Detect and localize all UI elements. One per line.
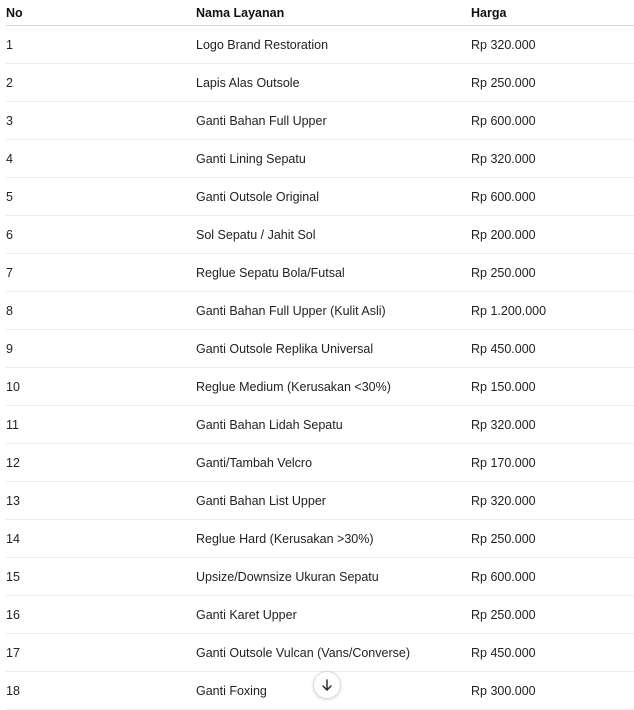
table-row xyxy=(6,292,634,330)
cell-price: Rp 320.000 xyxy=(471,406,634,444)
cell-price: Rp 250.000 xyxy=(471,254,634,292)
cell-name: Reglue Medium (Kerusakan <30%) xyxy=(196,368,471,406)
cell-price: Rp 150.000 xyxy=(471,368,634,406)
cell-name: Logo Brand Restoration xyxy=(196,26,471,64)
table-header-row xyxy=(6,0,634,26)
column-header-name: Nama Layanan xyxy=(196,0,471,26)
cell-price: Rp 1.200.000 xyxy=(471,292,634,330)
cell-no: 1 xyxy=(6,26,196,64)
services-table xyxy=(6,0,634,710)
cell-name: Ganti Outsole Original xyxy=(196,178,471,216)
table-row xyxy=(6,140,634,178)
cell-price: Rp 320.000 xyxy=(471,26,634,64)
cell-price: Rp 300.000 xyxy=(471,672,634,710)
table-row xyxy=(6,254,634,292)
table-row xyxy=(6,482,634,520)
cell-no: 12 xyxy=(6,444,196,482)
cell-name: Ganti Bahan Full Upper xyxy=(196,102,471,140)
table-row xyxy=(6,558,634,596)
cell-price: Rp 320.000 xyxy=(471,482,634,520)
cell-name: Ganti Bahan Full Upper (Kulit Asli) xyxy=(196,292,471,330)
cell-name: Ganti Bahan Lidah Sepatu xyxy=(196,406,471,444)
table-row xyxy=(6,26,634,64)
cell-name: Ganti Outsole Replika Universal xyxy=(196,330,471,368)
cell-name: Lapis Alas Outsole xyxy=(196,64,471,102)
cell-no: 13 xyxy=(6,482,196,520)
scroll-down-button[interactable] xyxy=(313,671,341,699)
cell-name: Ganti/Tambah Velcro xyxy=(196,444,471,482)
cell-no: 18 xyxy=(6,672,196,710)
cell-no: 11 xyxy=(6,406,196,444)
arrow-down-icon xyxy=(320,678,334,692)
cell-name: Upsize/Downsize Ukuran Sepatu xyxy=(196,558,471,596)
cell-no: 15 xyxy=(6,558,196,596)
cell-no: 8 xyxy=(6,292,196,330)
column-header-price: Harga xyxy=(471,0,634,26)
table-row xyxy=(6,216,634,254)
cell-name: Ganti Outsole Vulcan (Vans/Converse) xyxy=(196,634,471,672)
cell-name: Reglue Sepatu Bola/Futsal xyxy=(196,254,471,292)
table-row xyxy=(6,178,634,216)
table-row xyxy=(6,520,634,558)
cell-price: Rp 600.000 xyxy=(471,102,634,140)
cell-no: 4 xyxy=(6,140,196,178)
cell-name: Reglue Hard (Kerusakan >30%) xyxy=(196,520,471,558)
table-row xyxy=(6,102,634,140)
cell-price: Rp 600.000 xyxy=(471,178,634,216)
cell-name: Sol Sepatu / Jahit Sol xyxy=(196,216,471,254)
table-row xyxy=(6,64,634,102)
cell-no: 14 xyxy=(6,520,196,558)
table-row xyxy=(6,330,634,368)
cell-no: 9 xyxy=(6,330,196,368)
cell-no: 3 xyxy=(6,102,196,140)
cell-name: Ganti Foxing xyxy=(196,672,471,710)
cell-price: Rp 250.000 xyxy=(471,520,634,558)
cell-price: Rp 200.000 xyxy=(471,216,634,254)
cell-price: Rp 320.000 xyxy=(471,140,634,178)
cell-no: 6 xyxy=(6,216,196,254)
table-body xyxy=(6,26,634,710)
table-row xyxy=(6,634,634,672)
cell-name: Ganti Bahan List Upper xyxy=(196,482,471,520)
cell-price: Rp 250.000 xyxy=(471,64,634,102)
table-row xyxy=(6,368,634,406)
cell-name: Ganti Karet Upper xyxy=(196,596,471,634)
cell-no: 7 xyxy=(6,254,196,292)
cell-price: Rp 170.000 xyxy=(471,444,634,482)
cell-no: 16 xyxy=(6,596,196,634)
cell-no: 5 xyxy=(6,178,196,216)
cell-no: 17 xyxy=(6,634,196,672)
cell-price: Rp 450.000 xyxy=(471,634,634,672)
column-header-no: No xyxy=(6,0,196,26)
cell-no: 2 xyxy=(6,64,196,102)
cell-price: Rp 450.000 xyxy=(471,330,634,368)
table-row xyxy=(6,596,634,634)
cell-price: Rp 600.000 xyxy=(471,558,634,596)
table-row xyxy=(6,406,634,444)
table-row xyxy=(6,444,634,482)
services-table-container xyxy=(6,0,634,710)
cell-no: 10 xyxy=(6,368,196,406)
cell-price: Rp 250.000 xyxy=(471,596,634,634)
cell-name: Ganti Lining Sepatu xyxy=(196,140,471,178)
